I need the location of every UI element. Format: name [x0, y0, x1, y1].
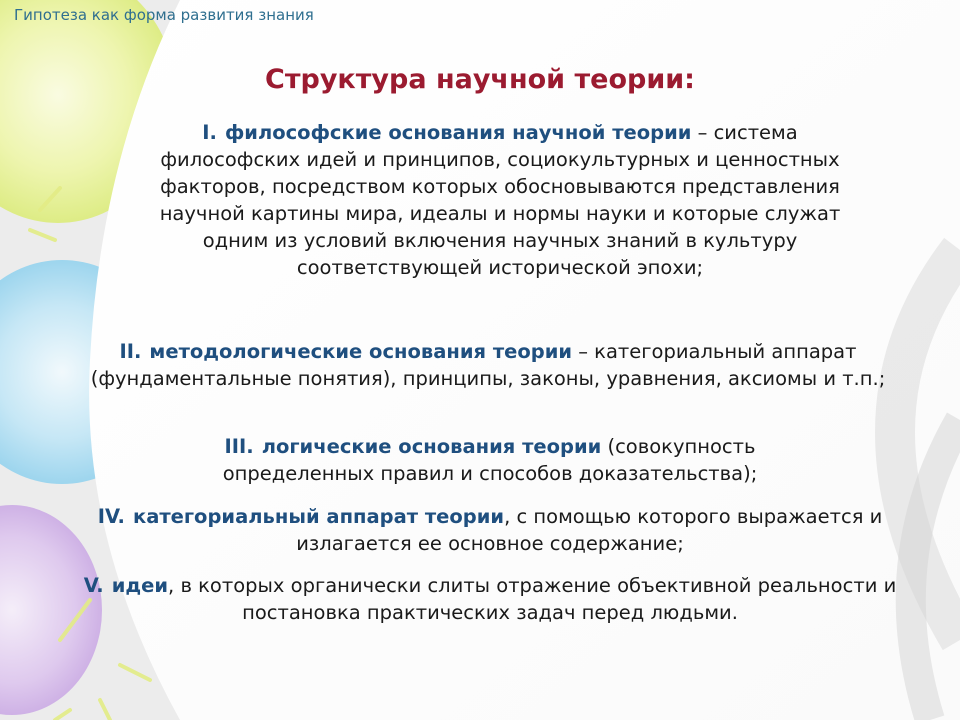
list-item-4: [95, 503, 885, 557]
item-numeral: III.: [224, 435, 254, 458]
item-text: – система философских идей и принципов, социокультурных и ценностных факторов, посредством которых обосновываются представления научной картины мира, идеалы и нормы науки и которые служат одним из условий включения научных знаний в культуру соответствующей исторической эпохи;: [159, 121, 841, 279]
item-text: , с помощью которого выражается и излагается ее основное содержание;: [296, 505, 883, 555]
list-item-3: [150, 433, 830, 487]
item-term: философские основания научной теории: [224, 121, 692, 144]
list-item-5: [75, 572, 905, 626]
item-term: методологические основания теории: [149, 340, 573, 363]
item-text: , в которых органически слиты отражение объективной реальности и постановка практических задач перед людьми.: [168, 574, 897, 624]
item-text: – категориальный аппарат (фундаментальные понятия), принципы, законы, уравнения, аксиомы и т.п.;: [90, 340, 886, 390]
item-text: (совокупность определенных правил и способов доказательства);: [222, 435, 758, 485]
item-numeral: I.: [202, 121, 217, 144]
item-term: идеи: [111, 574, 169, 597]
list-item-2: [88, 338, 888, 392]
item-numeral: IV.: [97, 505, 125, 528]
item-term: категориальный аппарат теории: [132, 505, 505, 528]
slide-header: Гипотеза как форма развития знания: [14, 6, 314, 24]
item-numeral: V.: [83, 574, 104, 597]
list-item-1: [130, 119, 870, 281]
item-term: логические основания теории: [261, 435, 602, 458]
slide-title: Структура научной теории:: [265, 64, 695, 95]
item-numeral: II.: [119, 340, 142, 363]
